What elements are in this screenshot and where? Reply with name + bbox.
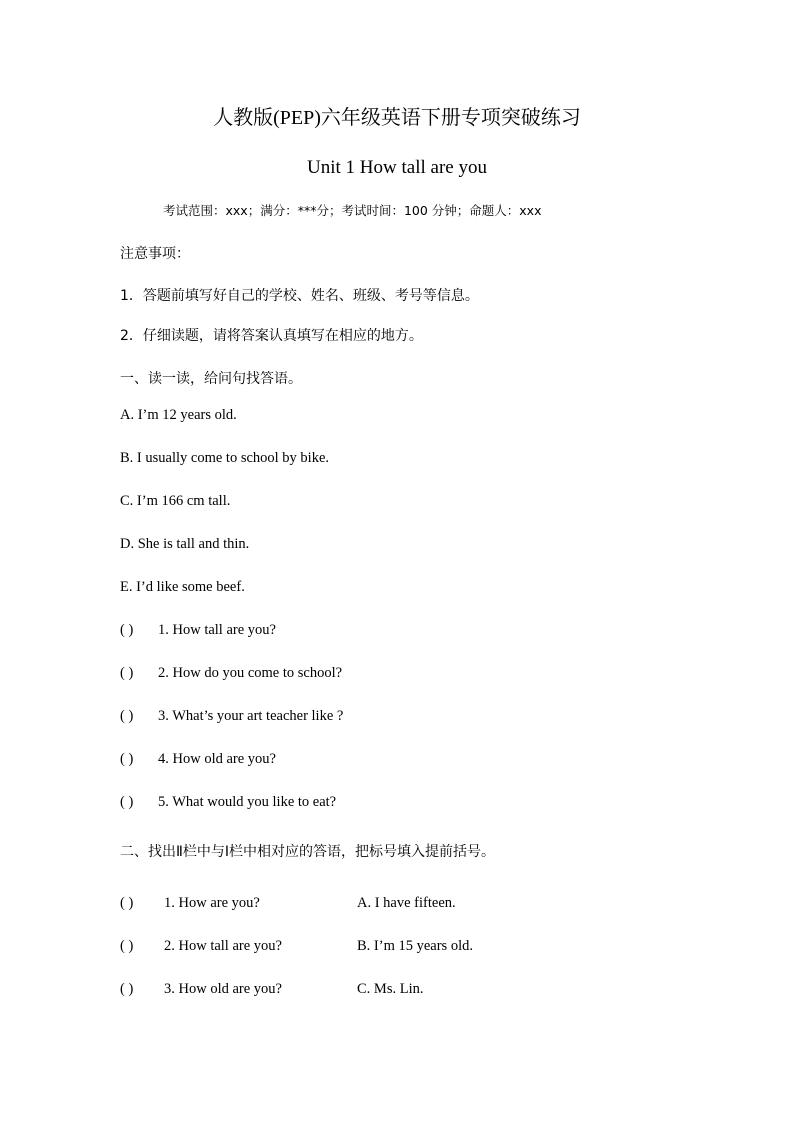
section1-answer-blank-4[interactable]: ( ): [120, 751, 134, 767]
section1-question-4: 4. How old are you?: [158, 751, 276, 767]
section2-answer-blank-3[interactable]: ( ): [120, 981, 134, 997]
section1-question-5: 5. What would you like to eat?: [158, 794, 337, 810]
note-item-1: 1．答题前填写好自己的学校、姓名、班级、考号等信息。: [120, 288, 479, 304]
section1-answer-blank-1[interactable]: ( ): [120, 622, 134, 638]
section2-answer-blank-2[interactable]: ( ): [120, 938, 134, 954]
section1-option-c: C. I’m 166 cm tall.: [120, 493, 231, 509]
section1-option-e: E. I’d like some beef.: [120, 579, 245, 595]
section2-answer-c: C. Ms. Lin.: [357, 981, 424, 997]
page-title: 人教版(PEP)六年级英语下册专项突破练习: [213, 107, 581, 129]
section2-answer-b: B. I’m 15 years old.: [357, 938, 473, 954]
section2-question-3: 3. How old are you?: [164, 981, 282, 997]
section1-answer-blank-2[interactable]: ( ): [120, 665, 134, 681]
section1-question-3: 3. What’s your art teacher like ?: [158, 708, 344, 724]
section1-answer-blank-5[interactable]: ( ): [120, 794, 134, 810]
section1-question-2: 2. How do you come to school?: [158, 665, 343, 681]
section2-answer-a: A. I have fifteen.: [357, 895, 456, 911]
section1-answer-blank-3[interactable]: ( ): [120, 708, 134, 724]
section1-heading: 一、读一读，给问句找答语。: [120, 371, 302, 387]
section1-question-1: 1. How tall are you?: [158, 622, 276, 638]
note-item-2: 2．仔细读题，请将答案认真填写在相应的地方。: [120, 328, 423, 344]
section1-option-d: D. She is tall and thin.: [120, 536, 250, 552]
notes-heading: 注意事项：: [120, 246, 190, 262]
section2-question-1: 1. How are you?: [164, 895, 260, 911]
exam-info: 考试范围：xxx；满分：***分；考试时间：100 分钟；命题人：xxx: [163, 203, 542, 218]
section1-option-b: B. I usually come to school by bike.: [120, 450, 330, 466]
section2-heading: 二、找出Ⅱ栏中与Ⅰ栏中相对应的答语，把标号填入提前括号。: [120, 844, 496, 860]
page-subtitle: Unit 1 How tall are you: [307, 157, 487, 178]
section2-question-2: 2. How tall are you?: [164, 938, 282, 954]
section2-answer-blank-1[interactable]: ( ): [120, 895, 134, 911]
section1-option-a: A. I’m 12 years old.: [120, 407, 237, 423]
